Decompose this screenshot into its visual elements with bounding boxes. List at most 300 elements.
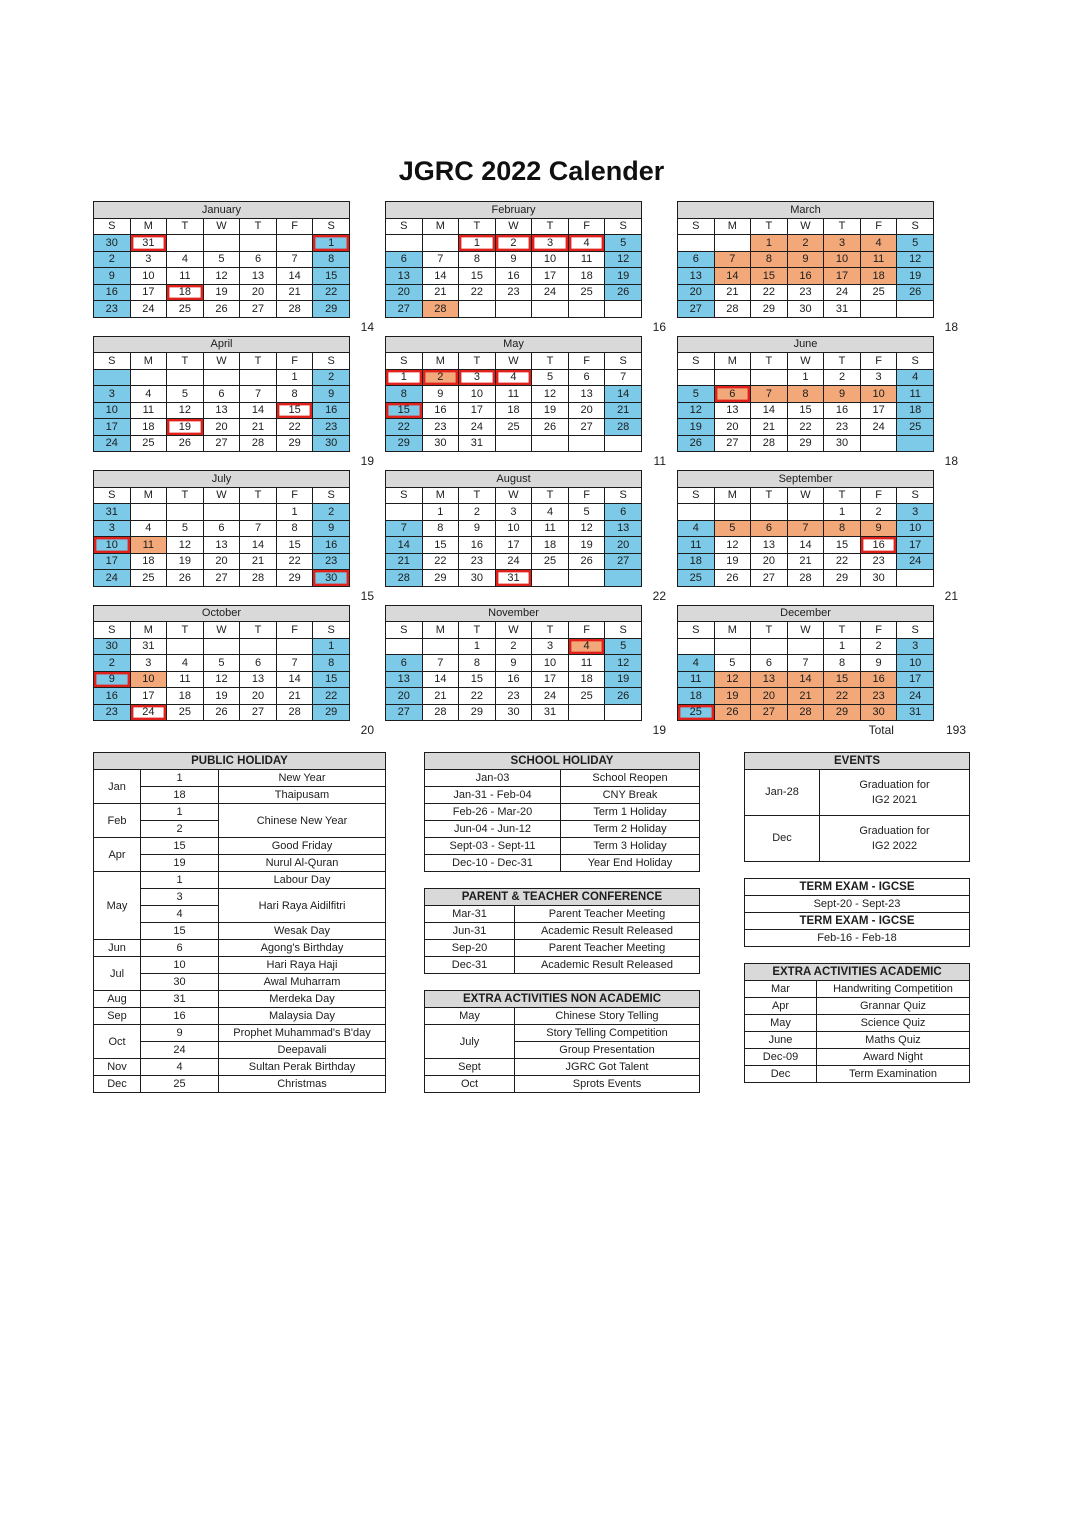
day-cell: 8 — [459, 251, 496, 268]
day-cell — [568, 704, 605, 721]
week-row — [678, 520, 934, 537]
month-calendar-november — [385, 605, 642, 722]
weekday-label: W — [787, 622, 824, 639]
day-cell: 11 — [130, 402, 167, 419]
week-row — [386, 553, 642, 570]
day-cell: 16 — [860, 671, 897, 688]
day-cell: 28 — [714, 301, 751, 318]
day-cell: 28 — [276, 704, 313, 721]
day-cell: 11 — [897, 386, 934, 403]
extra-non-academic-month-cell: Sept — [425, 1059, 515, 1076]
day-cell: 13 — [386, 268, 423, 285]
month-day-count: 22 — [652, 588, 666, 603]
event-desc-cell — [820, 770, 970, 816]
day-cell: 8 — [313, 655, 350, 672]
school-holiday-row — [425, 770, 700, 787]
weekday-label: F — [860, 218, 897, 235]
weekday-label: M — [422, 218, 459, 235]
day-cell: 23 — [94, 301, 131, 318]
day-cell: 23 — [313, 553, 350, 570]
weekday-label: W — [787, 218, 824, 235]
extra-non-academic-activity-cell: Chinese Story Telling — [515, 1008, 700, 1025]
weekday-label: T — [459, 487, 496, 504]
holiday-day-cell: 4 — [141, 1059, 219, 1076]
day-cell: 12 — [605, 655, 642, 672]
parent-teacher-date-cell: Sep-20 — [425, 940, 515, 957]
school-holiday-desc-cell: Term 2 Holiday — [561, 821, 700, 838]
week-row — [386, 671, 642, 688]
day-cell: 21 — [787, 553, 824, 570]
day-cell: 15 — [824, 537, 861, 554]
month-block-december — [677, 605, 966, 740]
day-cell: 18 — [167, 688, 204, 705]
day-cell: 4 — [167, 251, 204, 268]
day-cell: 20 — [240, 688, 277, 705]
month-name-row — [94, 336, 350, 353]
day-cell: 2 — [787, 235, 824, 252]
day-cell: 28 — [422, 301, 459, 318]
day-cell: 18 — [167, 284, 204, 301]
public-holiday-row — [94, 1059, 386, 1076]
day-cell: 23 — [313, 419, 350, 436]
extra-non-academic-month-cell: May — [425, 1008, 515, 1025]
day-cell: 15 — [422, 537, 459, 554]
day-cell: 11 — [532, 520, 569, 537]
day-cell: 4 — [860, 235, 897, 252]
day-cell: 25 — [532, 553, 569, 570]
day-cell — [714, 369, 751, 386]
day-cell: 25 — [897, 419, 934, 436]
week-row — [94, 504, 350, 521]
weekday-label: W — [495, 622, 532, 639]
day-cell: 5 — [897, 235, 934, 252]
day-cell: 20 — [240, 284, 277, 301]
day-cell: 12 — [897, 251, 934, 268]
day-cell — [495, 301, 532, 318]
week-row — [386, 435, 642, 452]
day-cell: 16 — [94, 688, 131, 705]
day-cell: 4 — [678, 655, 715, 672]
day-cell: 4 — [130, 520, 167, 537]
weekday-label: F — [568, 622, 605, 639]
weekday-label: F — [276, 353, 313, 370]
week-row — [678, 688, 934, 705]
month-day-count: 21 — [944, 588, 958, 603]
day-cell: 19 — [605, 268, 642, 285]
day-cell: 29 — [459, 704, 496, 721]
day-cell: 11 — [167, 268, 204, 285]
day-cell: 24 — [824, 284, 861, 301]
parent-teacher-date-cell: Mar-31 — [425, 906, 515, 923]
day-cell: 10 — [130, 671, 167, 688]
weekday-label: T — [459, 622, 496, 639]
day-cell: 13 — [240, 268, 277, 285]
week-row — [678, 301, 934, 318]
weekday-label: T — [240, 218, 277, 235]
week-row — [386, 419, 642, 436]
day-cell: 27 — [203, 570, 240, 587]
day-cell: 24 — [130, 704, 167, 721]
day-cell: 19 — [203, 284, 240, 301]
day-cell: 28 — [787, 704, 824, 721]
public-holiday-row — [94, 804, 386, 821]
holiday-day-cell: 25 — [141, 1076, 219, 1093]
weekday-label: W — [787, 353, 824, 370]
day-cell: 2 — [495, 235, 532, 252]
month-block-august — [385, 470, 666, 605]
day-cell: 6 — [386, 251, 423, 268]
day-cell: 12 — [203, 268, 240, 285]
parent-teacher-header-row — [425, 889, 700, 906]
day-cell — [276, 638, 313, 655]
public-holiday-header-row — [94, 753, 386, 770]
week-row — [678, 386, 934, 403]
day-cell: 23 — [824, 419, 861, 436]
weekday-label: S — [94, 218, 131, 235]
day-cell: 20 — [568, 402, 605, 419]
month-name-label: October — [94, 605, 350, 622]
day-cell: 27 — [678, 301, 715, 318]
extra-non-academic-row — [425, 1008, 700, 1025]
day-cell: 21 — [422, 284, 459, 301]
extra-non-academic-title: EXTRA ACTIVITIES NON ACADEMIC — [425, 991, 700, 1008]
month-calendar-december — [677, 605, 934, 722]
weekday-label: T — [459, 218, 496, 235]
holiday-day-cell: 3 — [141, 889, 219, 906]
day-cell: 7 — [714, 251, 751, 268]
holiday-day-cell: 1 — [141, 872, 219, 889]
events-table — [744, 752, 970, 862]
day-cell: 9 — [94, 671, 131, 688]
month-day-count: 14 — [360, 319, 374, 334]
weekday-label: S — [386, 487, 423, 504]
day-cell: 7 — [605, 369, 642, 386]
weekday-label: M — [422, 353, 459, 370]
week-row — [386, 235, 642, 252]
holiday-day-cell: 18 — [141, 787, 219, 804]
extra-non-academic-activity-cell: JGRC Got Talent — [515, 1059, 700, 1076]
week-row — [678, 402, 934, 419]
extra-academic-row — [745, 1032, 970, 1049]
day-cell: 31 — [897, 704, 934, 721]
public-holiday-row — [94, 991, 386, 1008]
school-holiday-row — [425, 838, 700, 855]
day-cell: 18 — [860, 268, 897, 285]
day-cell: 27 — [240, 704, 277, 721]
extra-academic-activity-cell: Grannar Quiz — [817, 998, 970, 1015]
day-cell: 19 — [714, 553, 751, 570]
day-cell: 30 — [787, 301, 824, 318]
day-cell: 5 — [568, 504, 605, 521]
day-cell: 27 — [386, 301, 423, 318]
day-cell: 24 — [897, 553, 934, 570]
school-holiday-date-cell: Jun-04 - Jun-12 — [425, 821, 561, 838]
day-cell: 10 — [459, 386, 496, 403]
weekday-label: S — [678, 218, 715, 235]
day-cell: 23 — [787, 284, 824, 301]
day-cell — [386, 638, 423, 655]
day-cell: 3 — [459, 369, 496, 386]
holiday-month-cell: Nov — [94, 1059, 141, 1076]
month-day-count: 19 — [360, 454, 374, 468]
day-cell: 14 — [751, 402, 788, 419]
day-cell: 5 — [532, 369, 569, 386]
day-cell: 24 — [459, 419, 496, 436]
day-cell: 4 — [678, 520, 715, 537]
day-cell — [860, 435, 897, 452]
public-holiday-row — [94, 1025, 386, 1042]
day-cell: 12 — [167, 537, 204, 554]
day-cell — [276, 235, 313, 252]
day-cell: 5 — [678, 386, 715, 403]
day-cell: 19 — [605, 671, 642, 688]
day-cell: 27 — [386, 704, 423, 721]
day-cell — [605, 570, 642, 587]
day-cell: 25 — [130, 570, 167, 587]
day-cell: 17 — [860, 402, 897, 419]
day-cell: 9 — [313, 386, 350, 403]
week-row — [94, 638, 350, 655]
day-cell: 14 — [605, 386, 642, 403]
event-date-cell: Jan-28 — [745, 770, 820, 816]
day-cell: 26 — [605, 284, 642, 301]
day-cell: 29 — [313, 301, 350, 318]
day-cell: 1 — [313, 235, 350, 252]
weekday-label: F — [568, 218, 605, 235]
day-cell: 4 — [897, 369, 934, 386]
weekday-label: T — [240, 353, 277, 370]
week-row — [386, 638, 642, 655]
school-holiday-date-cell: Jan-31 - Feb-04 — [425, 787, 561, 804]
day-cell — [422, 235, 459, 252]
page-title: JGRC 2022 Calender — [398, 156, 665, 186]
month-calendar-may — [385, 336, 642, 453]
day-cell: 22 — [824, 688, 861, 705]
month-day-count: 19 — [652, 723, 666, 737]
day-cell: 13 — [568, 386, 605, 403]
day-cell: 15 — [386, 402, 423, 419]
public-holiday-row — [94, 940, 386, 957]
day-cell: 16 — [422, 402, 459, 419]
day-cell: 23 — [860, 553, 897, 570]
day-cell: 22 — [313, 688, 350, 705]
term-exam-title: TERM EXAM - IGCSE — [745, 913, 970, 930]
day-cell: 23 — [459, 553, 496, 570]
weekday-label: M — [422, 622, 459, 639]
holiday-day-cell: 2 — [141, 821, 219, 838]
day-cell: 17 — [897, 537, 934, 554]
day-cell: 31 — [459, 435, 496, 452]
day-cell: 18 — [678, 553, 715, 570]
week-row — [386, 251, 642, 268]
day-cell: 30 — [459, 570, 496, 587]
total-days-row — [677, 721, 966, 739]
public-holiday-column — [93, 752, 386, 1109]
day-cell — [532, 301, 569, 318]
day-cell: 5 — [167, 386, 204, 403]
parent-teacher-row — [425, 906, 700, 923]
day-cell: 2 — [313, 504, 350, 521]
day-cell — [532, 570, 569, 587]
day-cell: 29 — [276, 435, 313, 452]
day-cell: 14 — [787, 671, 824, 688]
day-cell: 13 — [203, 402, 240, 419]
day-cell: 9 — [94, 268, 131, 285]
week-row — [678, 268, 934, 285]
day-cell — [678, 369, 715, 386]
day-cell: 4 — [568, 638, 605, 655]
day-cell: 29 — [787, 435, 824, 452]
week-row — [386, 386, 642, 403]
week-row — [94, 251, 350, 268]
month-block-february — [385, 201, 666, 336]
day-cell: 14 — [276, 268, 313, 285]
events-column — [744, 752, 970, 1109]
day-cell — [532, 435, 569, 452]
public-holiday-title: PUBLIC HOLIDAY — [94, 753, 386, 770]
day-cell: 3 — [495, 504, 532, 521]
month-day-count: 11 — [653, 454, 666, 468]
day-cell: 7 — [422, 655, 459, 672]
day-cell: 19 — [167, 419, 204, 436]
day-cell: 22 — [459, 284, 496, 301]
extra-academic-month-cell: May — [745, 1015, 817, 1032]
events-header-row — [745, 753, 970, 770]
day-cell: 22 — [276, 553, 313, 570]
holiday-day-cell: 15 — [141, 923, 219, 940]
day-cell: 27 — [751, 704, 788, 721]
day-cell: 15 — [459, 268, 496, 285]
school-holiday-desc-cell: Term 1 Holiday — [561, 804, 700, 821]
day-cell — [459, 301, 496, 318]
month-name-row — [678, 471, 934, 488]
day-cell: 21 — [422, 688, 459, 705]
public-holiday-row — [94, 872, 386, 889]
holiday-day-cell: 19 — [141, 855, 219, 872]
day-cell — [897, 435, 934, 452]
month-calendar-february — [385, 201, 642, 318]
month-name-row — [386, 605, 642, 622]
parent-teacher-date-cell: Dec-31 — [425, 957, 515, 974]
weekday-label: S — [897, 487, 934, 504]
holiday-name-cell: Merdeka Day — [219, 991, 386, 1008]
public-holiday-table — [93, 752, 386, 1093]
extra-academic-activity-cell: Term Examination — [817, 1066, 970, 1083]
day-cell: 14 — [422, 671, 459, 688]
month-day-count: 15 — [360, 588, 374, 603]
day-cell: 8 — [824, 520, 861, 537]
day-cell: 10 — [94, 537, 131, 554]
holiday-month-cell: Jul — [94, 957, 141, 991]
day-cell: 30 — [422, 435, 459, 452]
day-cell: 17 — [824, 268, 861, 285]
parent-teacher-title: PARENT & TEACHER CONFERENCE — [425, 889, 700, 906]
day-cell: 21 — [240, 553, 277, 570]
weekday-label: S — [605, 353, 642, 370]
extra-academic-row — [745, 1066, 970, 1083]
day-cell: 1 — [824, 504, 861, 521]
day-cell: 16 — [495, 268, 532, 285]
day-cell: 8 — [313, 251, 350, 268]
weekday-label: F — [276, 622, 313, 639]
extra-non-academic-activity-cell: Sprots Events — [515, 1076, 700, 1093]
day-cell: 10 — [532, 655, 569, 672]
day-cell — [568, 435, 605, 452]
weekday-label: M — [130, 353, 167, 370]
holiday-month-cell: Oct — [94, 1025, 141, 1059]
day-cell: 3 — [94, 520, 131, 537]
day-cell: 17 — [532, 671, 569, 688]
month-name-label: August — [386, 471, 642, 488]
week-row — [678, 570, 934, 587]
day-cell: 9 — [313, 520, 350, 537]
weekday-label: F — [860, 622, 897, 639]
day-cell: 20 — [203, 553, 240, 570]
day-cell: 17 — [94, 553, 131, 570]
day-cell: 27 — [203, 435, 240, 452]
weekday-label: M — [130, 218, 167, 235]
day-cell: 1 — [276, 369, 313, 386]
day-cell: 31 — [94, 504, 131, 521]
school-holiday-row — [425, 787, 700, 804]
event-row — [745, 816, 970, 862]
day-cell: 30 — [495, 704, 532, 721]
weekday-label: T — [167, 218, 204, 235]
day-cell: 1 — [824, 638, 861, 655]
day-cell: 3 — [532, 638, 569, 655]
weekday-label: F — [276, 487, 313, 504]
week-row — [678, 235, 934, 252]
month-name-label: May — [386, 336, 642, 353]
day-cell: 27 — [568, 419, 605, 436]
holiday-day-cell: 30 — [141, 974, 219, 991]
day-cell: 13 — [240, 671, 277, 688]
holiday-name-cell: Prophet Muhammad's B'day — [219, 1025, 386, 1042]
day-cell: 7 — [386, 520, 423, 537]
day-cell: 21 — [605, 402, 642, 419]
week-row — [678, 655, 934, 672]
parent-teacher-row — [425, 957, 700, 974]
weekday-header-row — [678, 353, 934, 370]
extra-academic-header-row — [745, 964, 970, 981]
extra-academic-month-cell: Mar — [745, 981, 817, 998]
day-cell: 18 — [495, 402, 532, 419]
weekday-label: S — [897, 622, 934, 639]
day-cell: 5 — [605, 235, 642, 252]
day-cell: 31 — [495, 570, 532, 587]
day-cell: 7 — [240, 520, 277, 537]
term-exam-date-cell: Sept-20 - Sept-23 — [745, 896, 970, 913]
day-cell: 30 — [94, 638, 131, 655]
weekday-label: T — [751, 487, 788, 504]
weekday-label: W — [495, 218, 532, 235]
weekday-header-row — [678, 218, 934, 235]
weekday-label: T — [532, 622, 569, 639]
month-name-label: June — [678, 336, 934, 353]
day-cell: 29 — [313, 704, 350, 721]
weekday-label: S — [386, 353, 423, 370]
day-cell: 17 — [130, 284, 167, 301]
month-name-label: January — [94, 202, 350, 219]
day-cell: 16 — [824, 402, 861, 419]
day-cell: 12 — [605, 251, 642, 268]
day-cell: 27 — [605, 553, 642, 570]
week-row — [678, 419, 934, 436]
summary-tables-section — [93, 752, 970, 1109]
day-cell: 3 — [532, 235, 569, 252]
weekday-label: T — [240, 487, 277, 504]
day-cell: 21 — [714, 284, 751, 301]
